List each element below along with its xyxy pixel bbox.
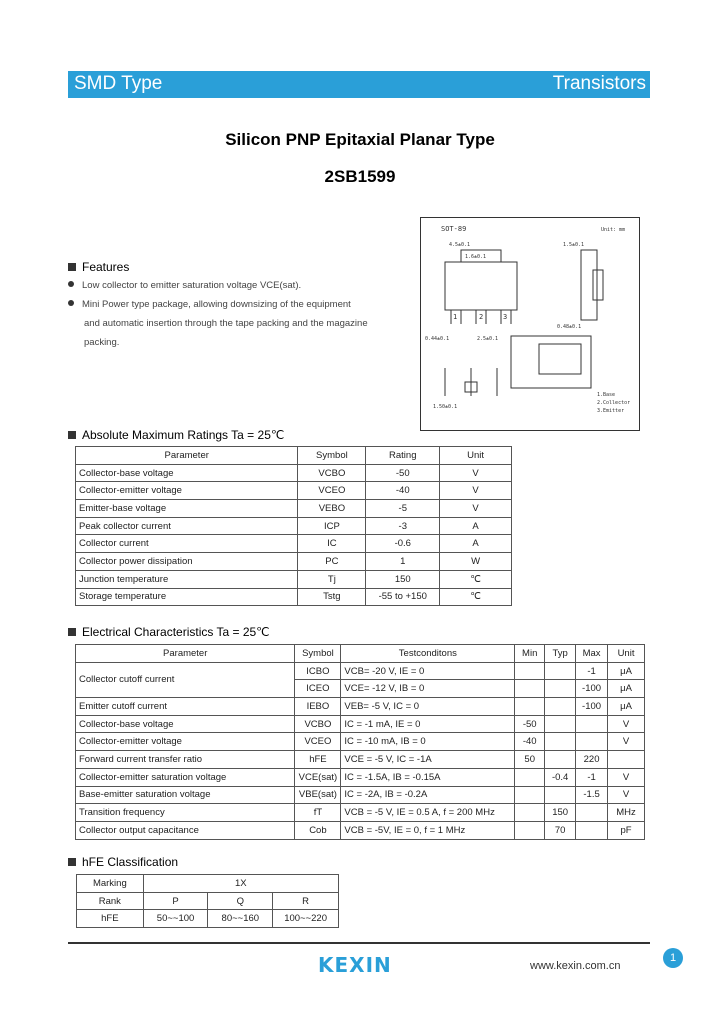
table-row: Collector-emitter saturation voltage VCE(sat) IC = -1.5A, IB = -0.15A -0.4 -1 V bbox=[76, 768, 645, 786]
table-row: Collector cutoff current ICBO VCB= -20 V, IE = 0 -1 μA bbox=[76, 662, 645, 680]
hfe-heading: hFE Classification bbox=[68, 855, 178, 869]
column-header: Min bbox=[515, 645, 545, 663]
part-number: 2SB1599 bbox=[324, 167, 396, 186]
header-right-label: Transistors bbox=[552, 73, 646, 94]
table-row: Emitter cutoff current IEBO VEB= -5 V, IC = 0 -100 μA bbox=[76, 698, 645, 716]
table-row: Collector output capacitance Cob VCB = -5V, IE = 0, f = 1 MHz 70 pF bbox=[76, 821, 645, 839]
pin-legend: 2.Collector bbox=[597, 400, 631, 406]
column-header: Typ bbox=[545, 645, 576, 663]
table-row: Rank P Q R bbox=[77, 892, 339, 910]
table-row: Collector power dissipation PC 1 W bbox=[76, 553, 512, 571]
table-row: Collector-emitter voltage VCEO -40 V bbox=[76, 482, 512, 500]
footer-divider bbox=[68, 942, 650, 944]
brand-logo: KEXIN bbox=[318, 953, 392, 977]
table-row: Collector current IC -0.6 A bbox=[76, 535, 512, 553]
square-bullet-icon bbox=[68, 263, 76, 271]
header-left-label: SMD Type bbox=[74, 73, 163, 94]
feature-continuation: packing. bbox=[84, 337, 120, 348]
table-row: Collector-emitter voltage VCEO IC = -10 mA, IB = 0 -40 V bbox=[76, 733, 645, 751]
dim-label: 4.5±0.1 bbox=[449, 242, 471, 248]
dim-label: 0.48±0.1 bbox=[557, 324, 582, 330]
package-name: SOT-89 bbox=[441, 225, 467, 233]
hfe-classification-table bbox=[76, 874, 339, 928]
website-url[interactable]: www.kexin.com.cn bbox=[530, 960, 621, 972]
column-header: Symbol bbox=[295, 645, 341, 663]
square-bullet-icon bbox=[68, 628, 76, 636]
pin-legend: 3.Emitter bbox=[597, 408, 625, 414]
electrical-heading: Electrical Characteristics Ta = 25℃ bbox=[68, 625, 270, 639]
bullet-icon bbox=[68, 300, 74, 306]
column-header: Unit bbox=[440, 447, 512, 465]
table-row: Base-emitter saturation voltage VBE(sat) IC = -2A, IB = -0.2A -1.5 V bbox=[76, 786, 645, 804]
table-row: Marking 1X bbox=[77, 875, 339, 893]
table-row: Forward current transfer ratio hFE VCE = -5 V, IC = -1A 50 220 bbox=[76, 751, 645, 769]
header-bar bbox=[68, 71, 650, 98]
dim-label: 1.50±0.1 bbox=[433, 404, 458, 410]
column-header: Parameter bbox=[76, 447, 298, 465]
feature-item: Mini Power type package, allowing downsizing of the equipment bbox=[68, 299, 351, 310]
pin-legend: 1.Base bbox=[597, 392, 616, 398]
table-row: Transition frequency fT VCB = -5 V, IE = 0.5 A, f = 200 MHz 150 MHz bbox=[76, 804, 645, 822]
absolute-heading: Absolute Maximum Ratings Ta = 25℃ bbox=[68, 428, 284, 442]
column-header: Parameter bbox=[76, 645, 295, 663]
table-row: Collector-base voltage VCBO IC = -1 mA, IE = 0 -50 V bbox=[76, 715, 645, 733]
table-row: hFE 50~~100 80~~160 100~~220 bbox=[77, 910, 339, 928]
package-drawing bbox=[420, 217, 640, 431]
package-unit: Unit: mm bbox=[601, 227, 626, 233]
square-bullet-icon bbox=[68, 431, 76, 439]
pin-label: 2 bbox=[479, 313, 484, 321]
table-row: Peak collector current ICP -3 A bbox=[76, 517, 512, 535]
dim-label: 0.44±0.1 bbox=[425, 336, 450, 342]
table-row: Emitter-base voltage VEBO -5 V bbox=[76, 500, 512, 518]
column-header: Testconditons bbox=[341, 645, 515, 663]
table-row: Storage temperature Tstg -55 to +150 ℃ bbox=[76, 588, 512, 606]
bullet-icon bbox=[68, 281, 74, 287]
feature-item: Low collector to emitter saturation voltage VCE(sat). bbox=[68, 280, 301, 291]
features-heading: Features bbox=[68, 260, 129, 274]
column-header: Rating bbox=[366, 447, 440, 465]
pin-label: 1 bbox=[453, 313, 458, 321]
electrical-characteristics-table bbox=[75, 644, 645, 840]
dim-label: 2.5±0.1 bbox=[477, 336, 499, 342]
doc-title: Silicon PNP Epitaxial Planar Type bbox=[225, 130, 495, 149]
table-row: ICEO VCE= -12 V, IB = 0 -100 μA bbox=[76, 680, 645, 698]
dim-label: 1.6±0.1 bbox=[465, 254, 487, 260]
column-header: Symbol bbox=[298, 447, 366, 465]
column-header: Max bbox=[576, 645, 608, 663]
table-row: Collector-base voltage VCBO -50 V bbox=[76, 464, 512, 482]
dim-label: 1.5±0.1 bbox=[563, 242, 585, 248]
pin-label: 3 bbox=[503, 313, 508, 321]
absolute-ratings-table bbox=[75, 446, 512, 606]
table-row: Junction temperature Tj 150 ℃ bbox=[76, 570, 512, 588]
page-number-badge: 1 bbox=[663, 948, 683, 968]
feature-continuation: and automatic insertion through the tape packing and the magazine bbox=[84, 318, 368, 329]
column-header: Unit bbox=[608, 645, 645, 663]
square-bullet-icon bbox=[68, 858, 76, 866]
